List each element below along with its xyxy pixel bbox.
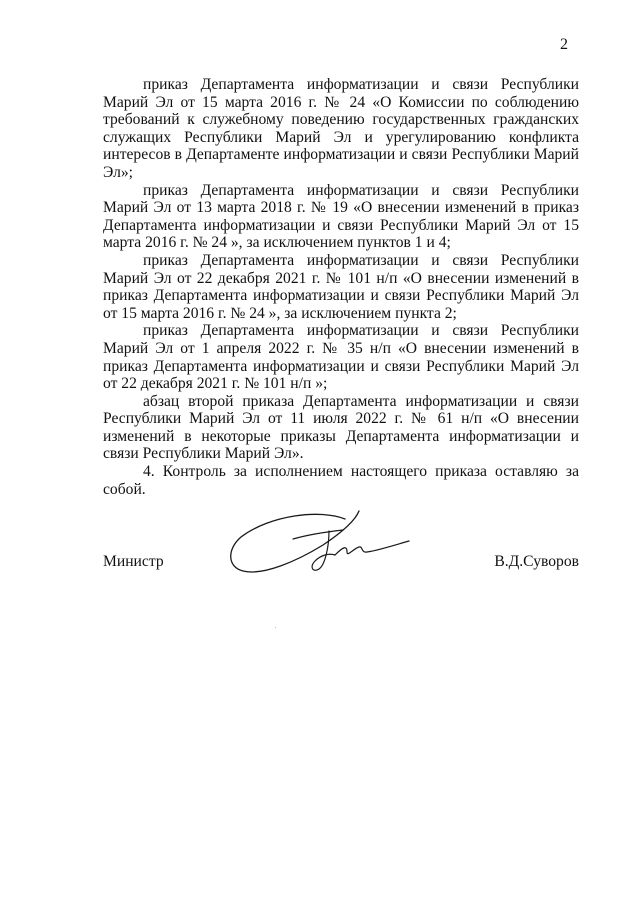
signer-name: В.Д.Суворов <box>494 553 579 570</box>
paragraph-order-2022-61: абзац второй приказа Департамента информатизации и связи Республики Марий Эл от 11 июля 2022 г. № 61 н/п «О внесении изменений в некоторые приказы Департамента информатизации и связи Республики Марий Эл». <box>103 392 579 463</box>
paragraph-order-2021-101: приказ Департамента информатизации и связи Республики Марий Эл от 22 декабря 2021 г. № 101 н/п «О внесении изменений в приказ Департамента информатизации и связи Республики Марий Эл от 15 марта 2016 г. № 24 », за исключением пункта 2; <box>103 251 579 322</box>
paragraph-order-2018-19: приказ Департамента информатизации и связи Республики Марий Эл от 13 марта 2018 г. № 19 «О внесении изменений в приказ Департамента информатизации и связи Республики Марий Эл от 15 марта 2016 г. № 24 », за исключением пунктов 1 и 4; <box>103 181 579 252</box>
scan-speck <box>275 627 276 628</box>
paragraph-control-clause: 4. Контроль за исполнением настоящего приказа оставляю за собой. <box>103 463 579 498</box>
paragraph-order-2022-35: приказ Департамента информатизации и связи Республики Марий Эл от 1 апреля 2022 г. № 35 н/п «О внесении изменений в приказ Департамента информатизации и связи Республики Марий Эл от 22 декабря 2021 г. № 101 н/п »; <box>103 322 579 393</box>
paragraph-order-2016-24: приказ Департамента информатизации и связи Республики Марий Эл от 15 марта 2016 г. № 24 «О Комиссии по соблюдению требований к служебному поведению государственных гражданских служащих Республики Марий Эл и урегулированию конфликта интересов в Департаменте информатизации и связи Республики Марий Эл»; <box>103 76 579 181</box>
position-title: Министр <box>103 553 164 570</box>
document-body <box>103 76 579 498</box>
handwritten-signature <box>225 505 415 583</box>
page-number: 2 <box>560 36 568 53</box>
